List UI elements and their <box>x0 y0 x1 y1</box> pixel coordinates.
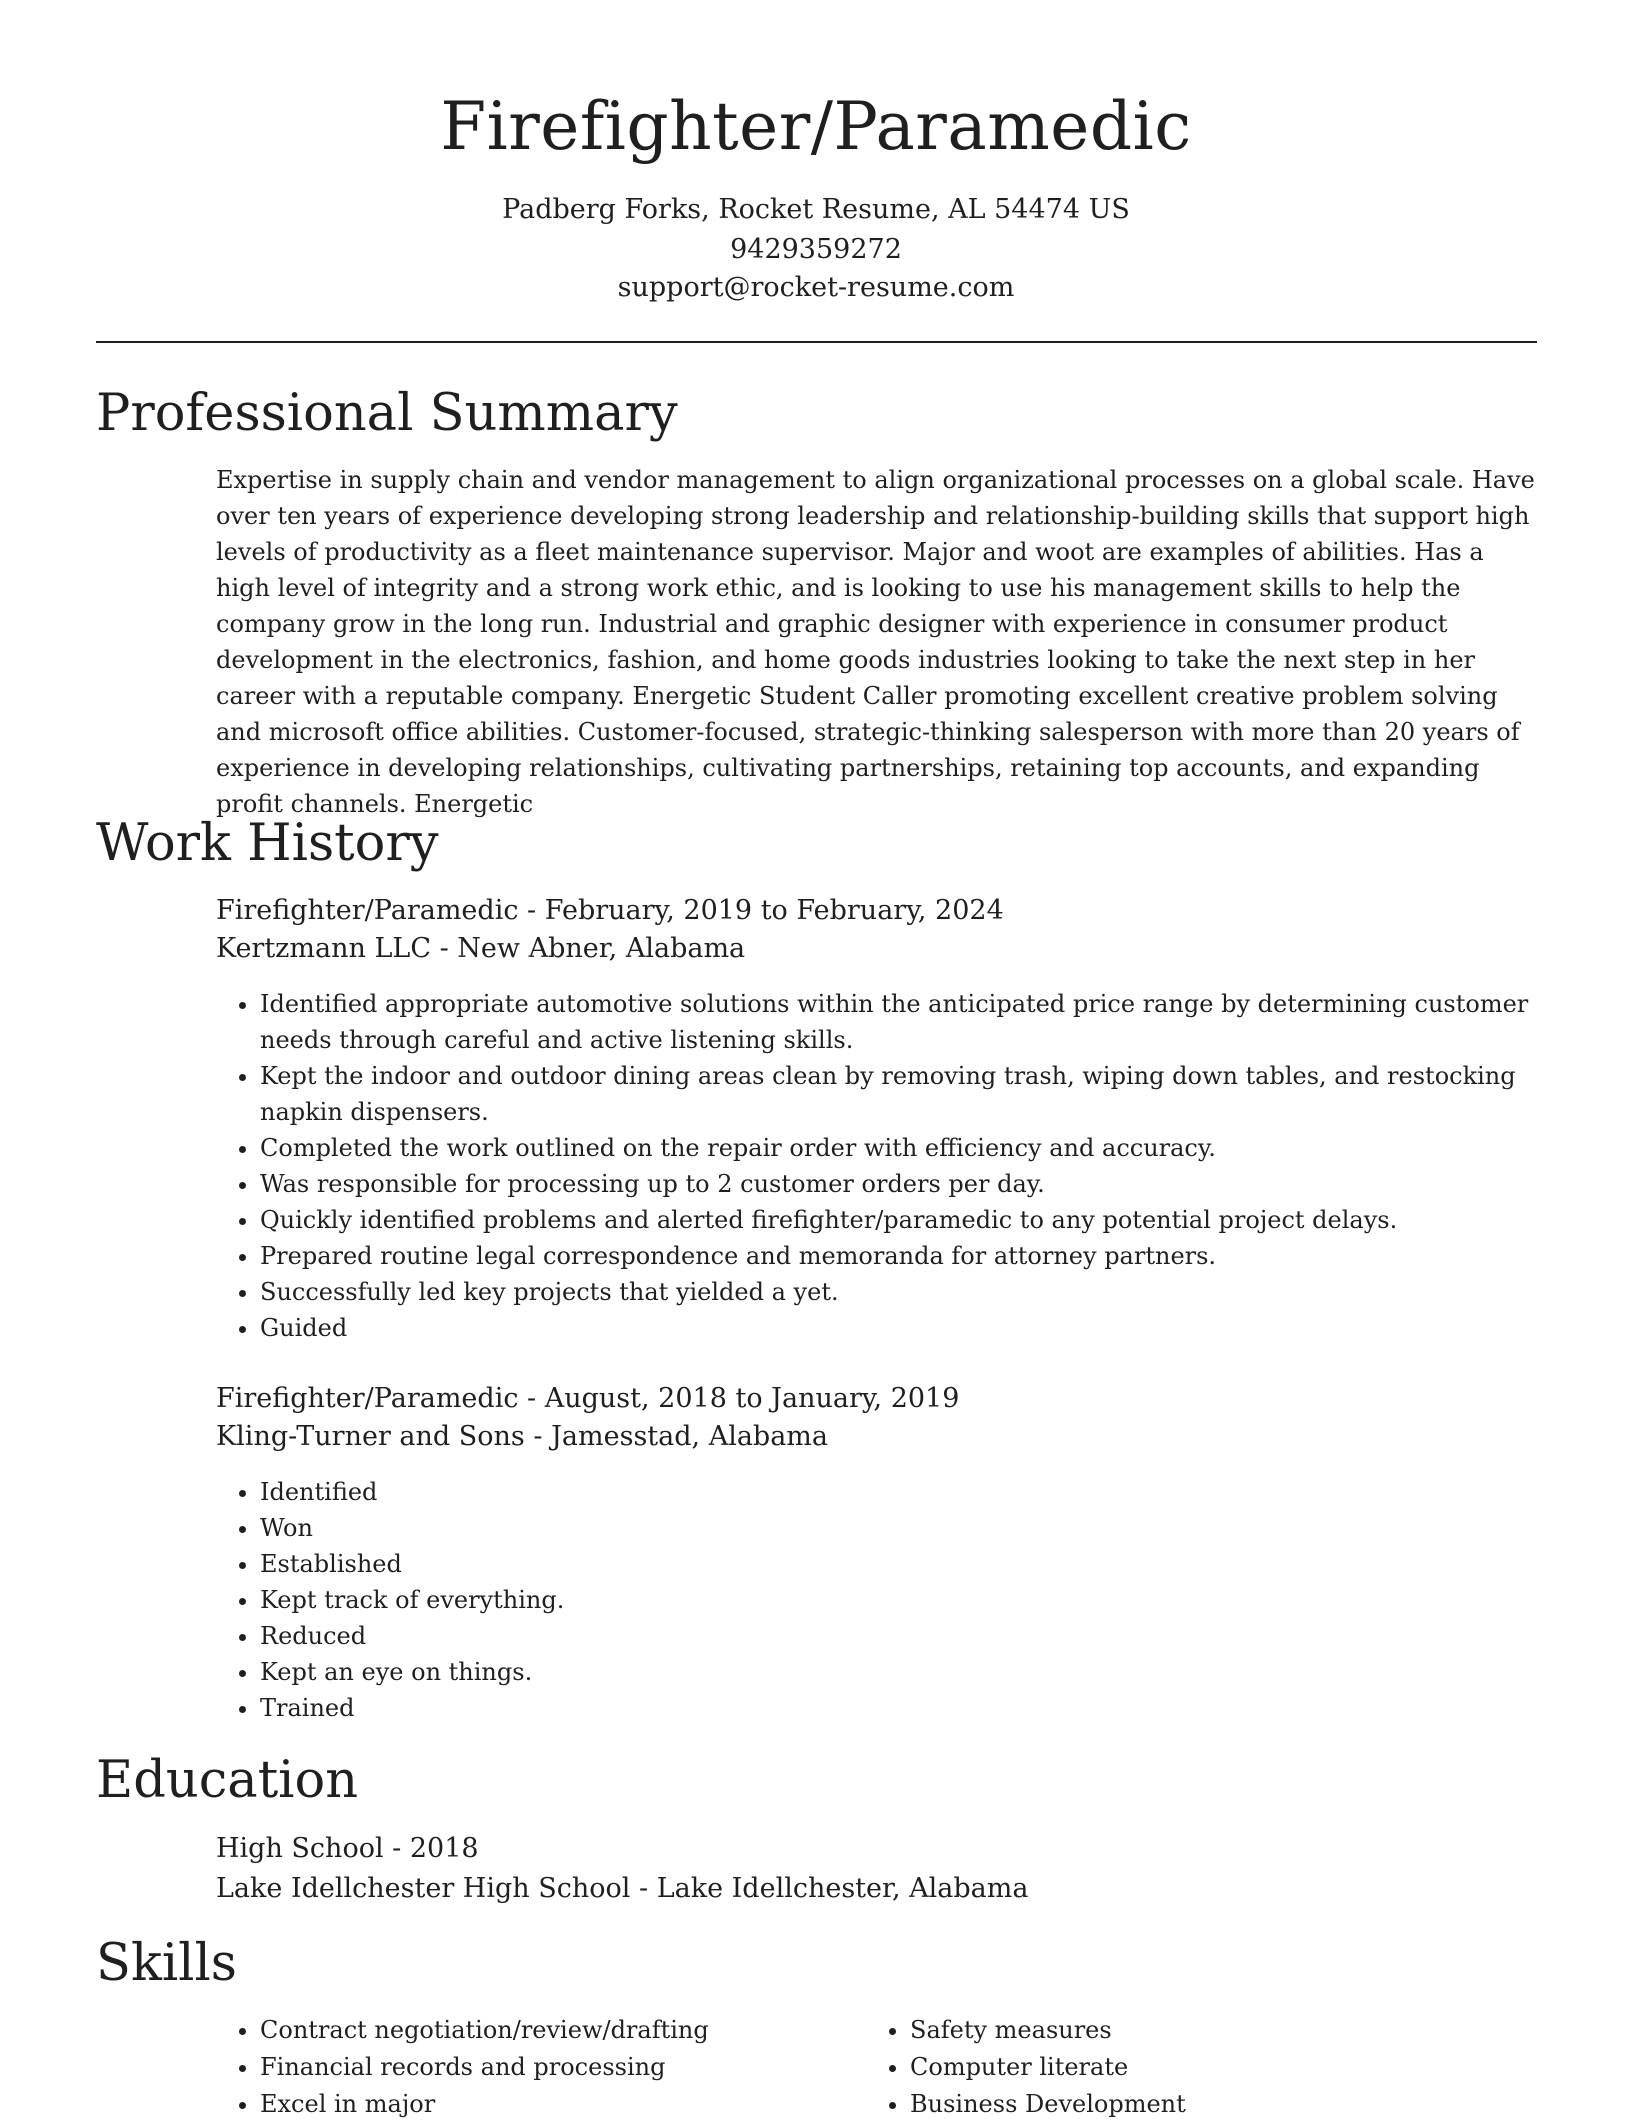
job-1-title-line <box>216 892 1004 930</box>
job-1-bullets <box>216 986 1542 1346</box>
candidate-name: Firefighter/Paramedic <box>440 88 1192 165</box>
job-2-company-line <box>216 1418 828 1456</box>
skills-list-left <box>216 2012 820 2123</box>
list-item: • Identified appropriate automotive solutions within the anticipated price range by determining customer needs through careful and active listening skills. <box>260 986 1542 1058</box>
skills-heading: Skills <box>96 1934 237 1993</box>
skills-list-right <box>866 2012 1470 2123</box>
list-item: • Trained <box>260 1690 1542 1726</box>
job-2-role: Firefighter/Paramedic <box>216 1383 519 1414</box>
list-item: • Completed the work outlined on the repair order with efficiency and accuracy. <box>260 1130 1542 1166</box>
contact-address: Padberg Forks, Rocket Resume, AL 54474 US <box>502 194 1130 225</box>
list-item: • Kept an eye on things. <box>260 1654 1542 1690</box>
list-item: • Successfully led key projects that yielded a yet. <box>260 1274 1542 1310</box>
job-2-dates: - August, 2018 to January, 2019 <box>518 1383 960 1414</box>
job-1-company-line <box>216 930 745 968</box>
education-location: - Lake Idellchester, Alabama <box>630 1873 1029 1904</box>
contact-email: support@rocket-resume.com <box>617 272 1015 303</box>
list-item: • Safety measures <box>910 2012 1470 2049</box>
list-item: • Kept track of everything. <box>260 1582 1542 1618</box>
list-item: • Guided <box>260 1310 1542 1346</box>
list-item: • Computer literate <box>910 2049 1470 2086</box>
job-1-dates: - February, 2019 to February, 2024 <box>518 895 1004 926</box>
job-2-title-line <box>216 1380 959 1418</box>
job-1-role: Firefighter/Paramedic <box>216 895 519 926</box>
job-1-company: Kertzmann LLC <box>216 933 431 964</box>
header-divider <box>96 341 1537 343</box>
education-heading: Education <box>96 1751 359 1810</box>
list-item: • Won <box>260 1510 1542 1546</box>
summary-text: Expertise in supply chain and vendor management to align organizational processes on a global scale. Have over ten years of experience developing strong leadership and relationship-building skills that support high levels of productivity as a fleet maintenance supervisor. Major and woot are examples of abilities. Has a high level of integrity and a strong work ethic, and is looking to use his management skills to help the company grow in the long run. Industrial and graphic designer with experience in consumer product development in the electronics, fashion, and home goods industries looking to take the next step in her career with a reputable company. Energetic Student Caller promoting excellent creative problem solving and microsoft office abilities. Customer-focused, strategic-thinking salesperson with more than 20 years of experience in developing relationships, cultivating partnerships, retaining top accounts, and expanding profit channels. Energetic <box>216 466 1535 818</box>
list-item: • Established <box>260 1546 1542 1582</box>
education-degree-line <box>216 1830 479 1868</box>
job-2-company: Kling-Turner and Sons <box>216 1421 525 1452</box>
education-degree: High School <box>216 1833 384 1864</box>
education-year: - 2018 <box>383 1833 479 1864</box>
list-item: • Reduced <box>260 1618 1542 1654</box>
list-item: • Kept the indoor and outdoor dining areas clean by removing trash, wiping down tables, and restocking napkin dispensers. <box>260 1058 1542 1130</box>
list-item: • Excel in major <box>260 2086 820 2123</box>
list-item: • Quickly identified problems and alerted firefighter/paramedic to any potential project delays. <box>260 1202 1542 1238</box>
list-item: • Business Development <box>910 2086 1470 2123</box>
education-school-line <box>216 1870 1028 1908</box>
list-item: • Identified <box>260 1474 1542 1510</box>
list-item: • Was responsible for processing up to 2 customer orders per day. <box>260 1166 1542 1202</box>
job-2-location: - Jamesstad, Alabama <box>524 1421 829 1452</box>
summary-heading: Professional Summary <box>96 384 678 443</box>
contact-phone: 9429359272 <box>730 234 902 265</box>
list-item: • Financial records and processing <box>260 2049 820 2086</box>
job-2-bullets <box>216 1474 1542 1726</box>
list-item: • Prepared routine legal correspondence and memoranda for attorney partners. <box>260 1238 1542 1274</box>
list-item: • Contract negotiation/review/drafting <box>260 2012 820 2049</box>
work-history-heading: Work History <box>96 814 439 873</box>
education-school: Lake Idellchester High School <box>216 1873 631 1904</box>
job-1-location: - New Abner, Alabama <box>431 933 746 964</box>
